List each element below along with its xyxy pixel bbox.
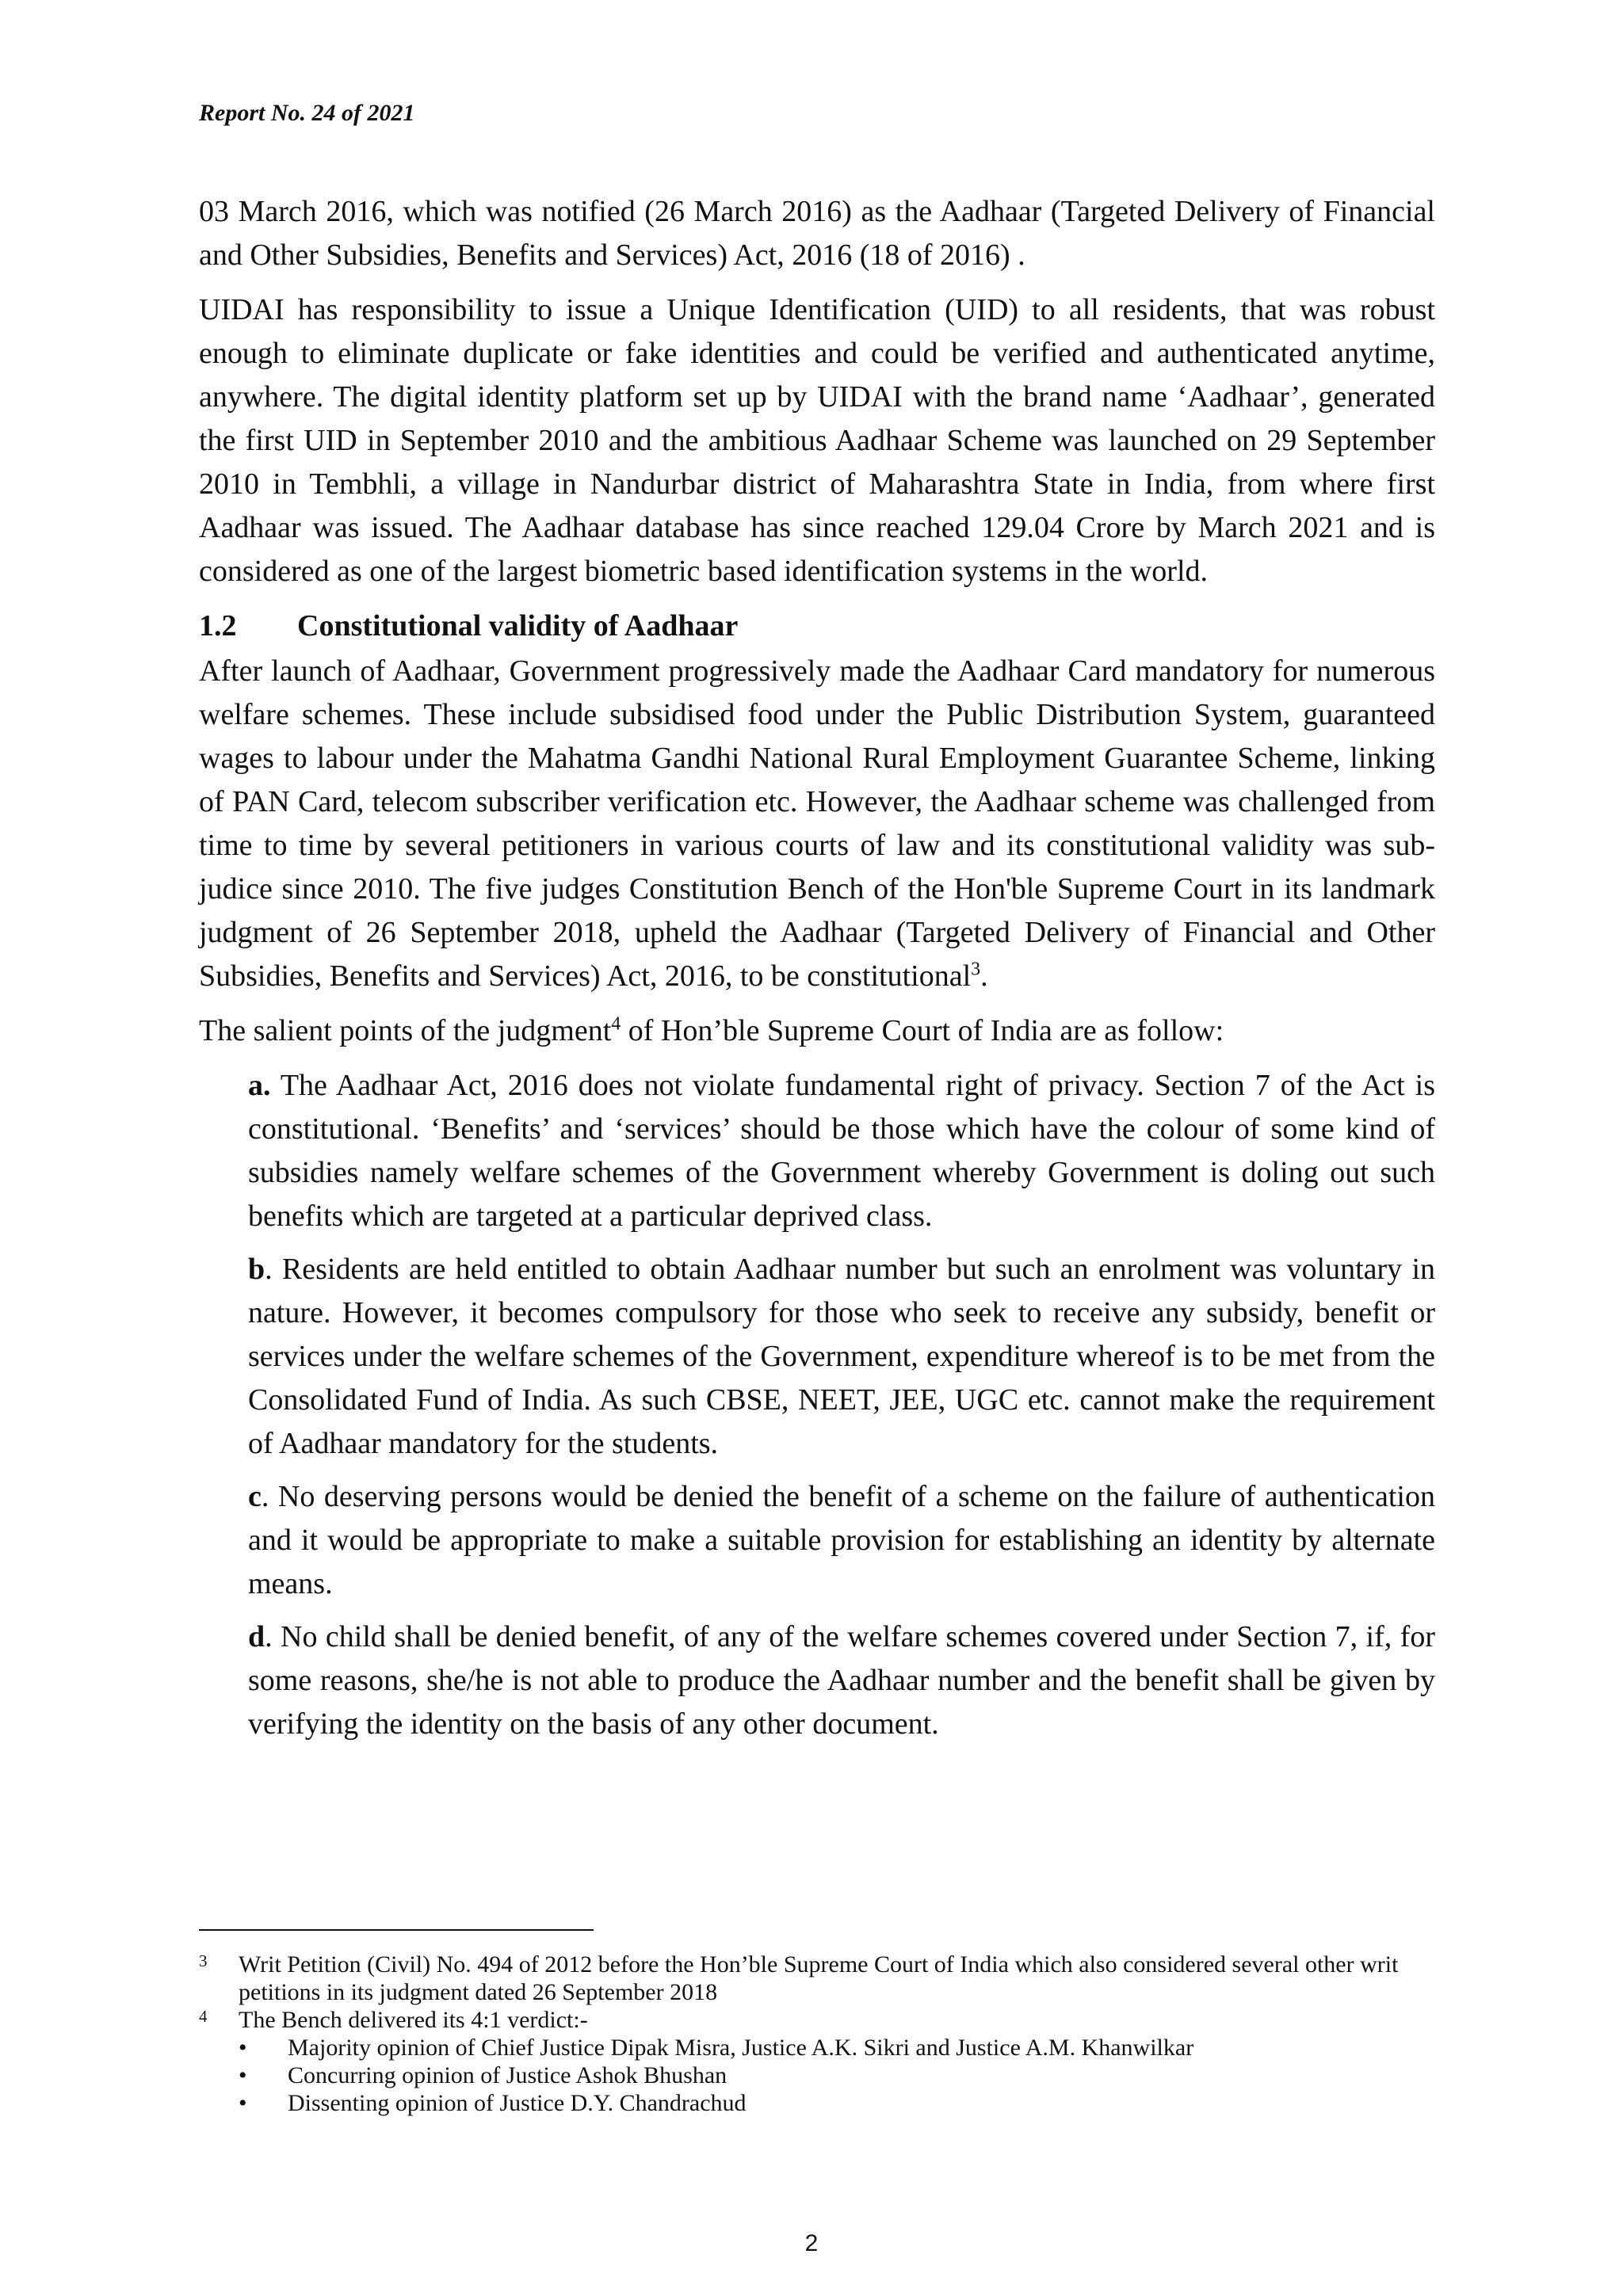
section-heading [199, 605, 1435, 648]
footnote-bullet-text: Majority opinion of Chief Justice Dipak Misra, Justice A.K. Sikri and Justice A.M. Khanwilkar [288, 2035, 1194, 2061]
footnote-bullet-text: Dissenting opinion of Justice D.Y. Chandrachud [288, 2090, 747, 2116]
page-number: 2 [804, 2230, 819, 2256]
footnote-text: Writ Petition (Civil) No. 494 of 2012 before the Hon’ble Supreme Court of India which also considered several other writ petitions in its judgment dated 26 September 2018 [239, 1951, 1399, 2005]
footnote-mark: 4 [199, 2007, 208, 2026]
body-text [199, 190, 1435, 1756]
footnote [199, 1951, 1435, 2006]
footnote [199, 2006, 1435, 2034]
section-title: Constitutional validity of Aadhaar [297, 609, 739, 643]
paragraph-text: After launch of Aadhaar, Government progressively made the Aadhaar Card mandatory for numerous welfare schemes. These include subsidised food under the Public Distribution System, guaranteed wages to labour under the Mahatma Gandhi National Rural Employment Guarantee Scheme, linking of PAN Card, telecom subscriber verification etc. However, the Aadhaar scheme was challenged from time to time by several petitioners in various courts of law and its constitutional validity was sub- judice since 2010. The five judges Constitution Bench of the Hon'ble Supreme Court in its landmark judgment of 26 September 2018, upheld the Aadhaar (Targeted Delivery of Financial and Other Subsidies, Benefits and Services) Act, 2016, to be constitutional [199, 654, 1435, 993]
list-item-label: d [248, 1620, 265, 1653]
judgment-points-list [248, 1064, 1435, 1746]
bullet-icon: • [239, 2062, 247, 2088]
footnote-bullet [239, 2034, 1435, 2061]
paragraph-end: . [980, 959, 988, 993]
report-number-header: Report No. 24 of 2021 [199, 100, 415, 126]
list-item-label: c [248, 1480, 262, 1513]
list-item-text: . No deserving persons would be denied the benefit of a scheme on the failure of authentication and it would be appropriate to make a suitable provision for establishing an identity by alternate means. [248, 1480, 1435, 1600]
list-item [248, 1248, 1435, 1466]
list-item [248, 1475, 1435, 1606]
paragraph [199, 650, 1435, 998]
bullet-icon: • [239, 2035, 247, 2061]
list-item [248, 1064, 1435, 1238]
footnote-bullet [239, 2061, 1435, 2089]
footnote-mark: 3 [199, 1951, 208, 1970]
paragraph-text: of Hon’ble Supreme Court of India are as follow: [621, 1014, 1224, 1047]
bullet-icon: • [239, 2090, 247, 2116]
paragraph: 03 March 2016, which was notified (26 March 2016) as the Aadhaar (Targeted Delivery of Financial and Other Subsidies, Benefits and Services) Act, 2016 (18 of 2016) . [199, 195, 1435, 272]
list-item-label: a. [248, 1069, 271, 1102]
footnote-separator [199, 1929, 594, 1931]
list-item-text: . No child shall be denied benefit, of any of the welfare schemes covered under Section 7, if, for some reasons, she/he is not able to produce the Aadhaar number and the benefit shall be given by verifying the identity on the basis of any other document. [248, 1620, 1435, 1741]
footnote-bullet-list [239, 2034, 1435, 2117]
list-item-label: b [248, 1253, 265, 1286]
footnote-ref[interactable]: 4 [611, 1013, 621, 1035]
paragraph [199, 1009, 1435, 1053]
footnote-bullet [239, 2089, 1435, 2117]
list-item-text: The Aadhaar Act, 2016 does not violate fundamental right of privacy. Section 7 of the Act is constitutional. ‘Benefits’ and ‘services’ should be those which have the colour of some kind of subsidies namely welfare schemes of the Government whereby Government is doling out such benefits which are targeted at a particular deprived class. [248, 1069, 1435, 1233]
paragraph-text: The salient points of the judgment [199, 1014, 612, 1047]
list-item-text: . Residents are held entitled to obtain Aadhaar number but such an enrolment was voluntary in nature. However, it becomes compulsory for those who seek to receive any subsidy, benefit or services under the welfare schemes of the Government, expenditure whereof is to be met from the Consolidated Fund of India. As such CBSE, NEET, JEE, UGC etc. cannot make the requirement of Aadhaar mandatory for the students. [248, 1253, 1435, 1460]
footnote-ref[interactable]: 3 [971, 959, 981, 980]
footnote-bullet-text: Concurring opinion of Justice Ashok Bhushan [288, 2062, 727, 2088]
footnote-text: The Bench delivered its 4:1 verdict:- [239, 2007, 588, 2033]
section-number: 1.2 [199, 609, 237, 643]
list-item [248, 1615, 1435, 1746]
paragraph: UIDAI has responsibility to issue a Unique Identification (UID) to all residents, that was robust enough to eliminate duplicate or fake identities and could be verified and authenticated anytime, anywhere. The digital identity platform set up by UIDAI with the brand name ‘Aadhaar’, generated the first UID in September 2010 and the ambitious Aadhaar Scheme was launched on 29 September 2010 in Tembhli, a village in Nandurbar district of Maharashtra State in India, from where first Aadhaar was issued. The Aadhaar database has since reached 129.04 Crore by March 2021 and is considered as one of the largest biometric based identification systems in the world. [199, 293, 1435, 588]
footnotes [199, 1951, 1435, 2117]
